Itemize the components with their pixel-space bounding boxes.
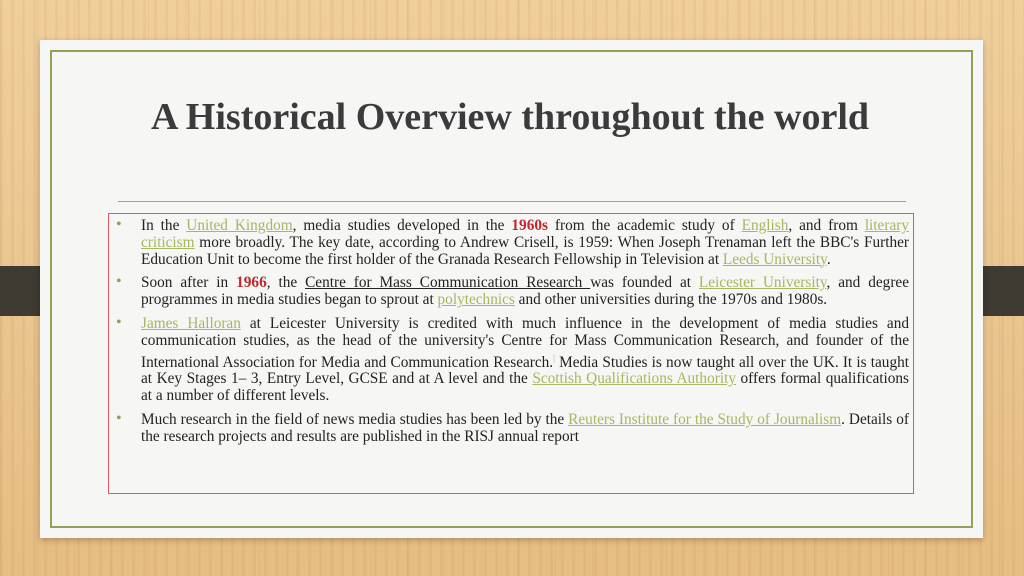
bullet-text: , and degree programmes in media studies began to sprout at bbox=[141, 274, 909, 309]
slide-card bbox=[40, 40, 983, 538]
bullet-uk-history bbox=[109, 218, 909, 268]
cmcr-underlined-text: Centre for Mass Communication Research bbox=[305, 274, 591, 292]
bullet-text: , and from bbox=[788, 217, 865, 234]
bullet-text: more broadly. The key date, according to Andrew Crisell, is 1959: When Joseph Trenaman left the BBC's Further Education Unit to become the first holder of the Granada Research Fellowship in Television at bbox=[141, 233, 909, 268]
bullet-text: was founded at bbox=[590, 274, 699, 292]
bullet-text: . bbox=[826, 250, 831, 268]
link-james-halloran[interactable]: James Halloran bbox=[141, 314, 241, 332]
bullet-list bbox=[109, 218, 909, 453]
bullet-text: from the academic study of bbox=[547, 217, 742, 234]
title-divider bbox=[118, 201, 906, 202]
link-scottish-qualifications-authority[interactable]: Scottish Qualifications Authority bbox=[532, 370, 736, 388]
slide-title: A Historical Overview throughout the world bbox=[150, 96, 870, 138]
citation-mark[interactable]: | bbox=[553, 352, 555, 363]
bullet-text: Soon after in bbox=[141, 274, 237, 292]
year-1960s: 1960s bbox=[511, 217, 548, 234]
bullet-text: . Details of the research projects and results are published in the RISJ annual report bbox=[141, 411, 909, 445]
link-united-kingdom[interactable]: United Kingdom bbox=[186, 217, 293, 234]
bullet-text: Media Studies is now taught all over the UK. It is taught at Key Stages 1– 3, Entry Level, GCSE and at A level and the bbox=[141, 353, 910, 388]
content-box bbox=[108, 213, 914, 494]
bullet-text: , media studies developed in the bbox=[292, 217, 512, 234]
bullet-text: offers formal qualifications at a number of different levels. bbox=[141, 370, 909, 405]
bullet-text: In the bbox=[141, 217, 187, 234]
link-polytechnics[interactable]: polytechnics bbox=[437, 291, 515, 309]
bullet-text: , the bbox=[266, 274, 306, 292]
link-english[interactable]: English bbox=[741, 217, 789, 234]
link-leicester-university[interactable]: Leicester University bbox=[698, 274, 827, 292]
bullet-james-halloran bbox=[109, 316, 909, 405]
bullet-text: and other universities during the 1970s and 1980s. bbox=[514, 291, 828, 309]
year-1966: 1966 bbox=[236, 274, 267, 292]
bullet-text: Much research in the field of news media studies has been led by the bbox=[141, 411, 569, 429]
link-literary-criticism[interactable]: literary criticism bbox=[141, 217, 909, 251]
bullet-reuters-research bbox=[109, 412, 909, 446]
bullet-cmcr-founding bbox=[109, 275, 909, 309]
link-leeds-university[interactable]: Leeds University bbox=[722, 250, 827, 268]
link-reuters-institute[interactable]: Reuters Institute for the Study of Journalism bbox=[568, 411, 842, 429]
bullet-text: at Leicester University is credited with much influence in the development of media studies and communication studies, as the head of the university's Centre for Mass Communication Research, and founder of the International Association for Media and Communication Research. bbox=[141, 314, 909, 371]
